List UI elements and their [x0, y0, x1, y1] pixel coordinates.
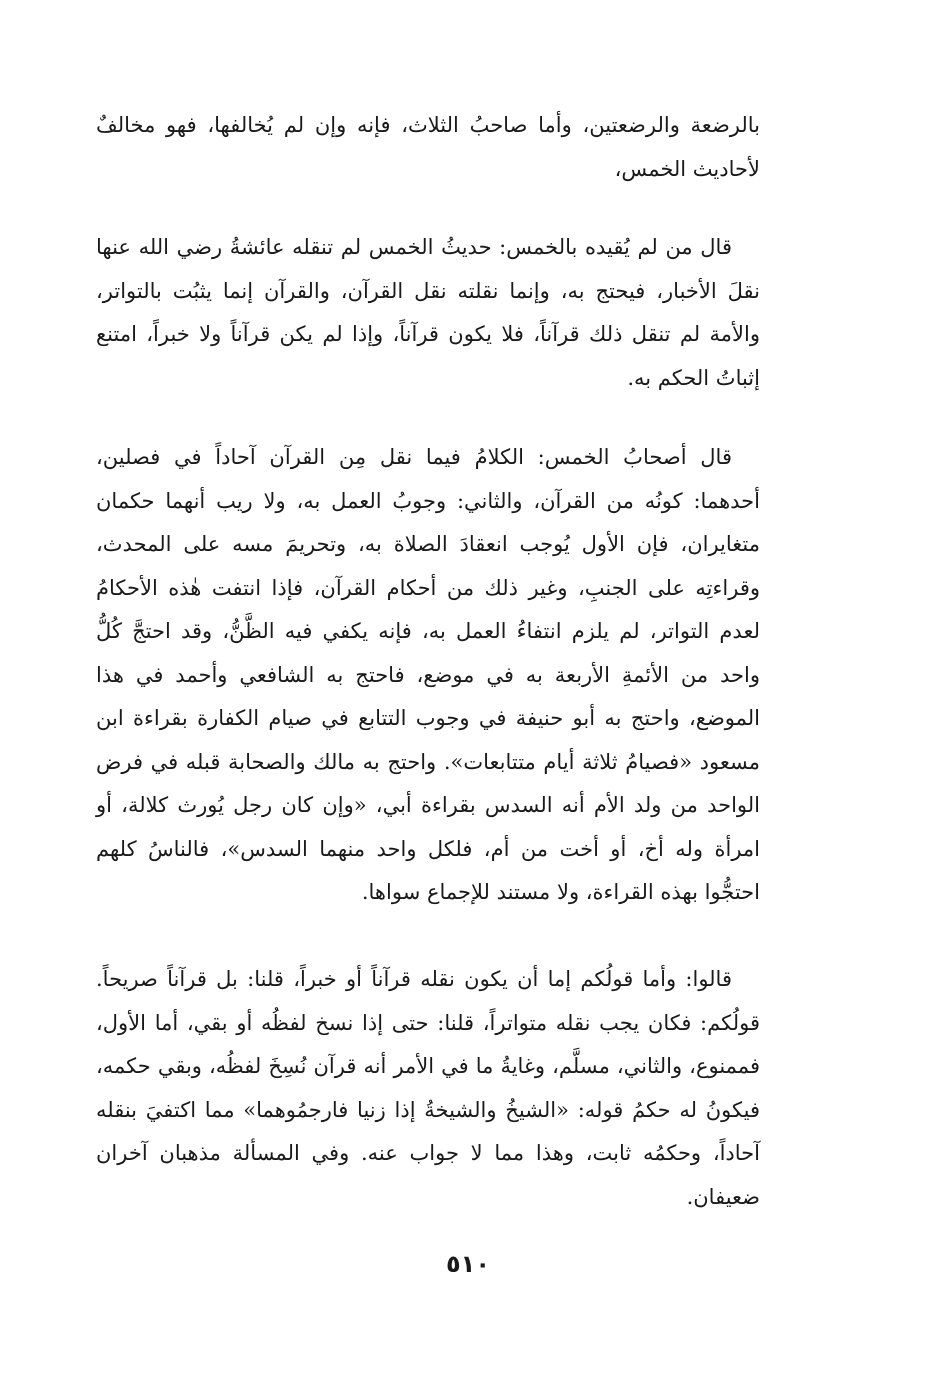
page-number: ٥١٠ [446, 1250, 490, 1278]
text-paragraph [96, 226, 760, 400]
text-paragraph [96, 436, 760, 915]
paragraph-continuation: بالرضعة والرضعتين، وأما صاحبُ الثلاث، فإنه وإن لم يُخالفها، فهو مخالفٌ لأحاديث الخمس، [96, 113, 760, 181]
text-paragraph [96, 958, 760, 1219]
paragraph-text: قالوا: وأما قولُكم إما أن يكون نقله قرآناً أو خبراً، قلنا: بل قرآناً صريحاً. قولُكم: فكان يجب نقله متواتراً، قلنا: حتى إذا نسخ لفظُه أو بقي، أما الأول، فممنوع، والثاني، مسلَّم، وغايةُ ما في الأمر أنه قرآن نُسِخَ لفظُه، وبقي حكمه، فيكونُ له حكمُ قوله: «الشيخُ والشيخةُ إذا زنيا فارجمُوهما» مما اكتفيَ بنقله آحاداً، وحكمُه ثابت، وهذا مما لا جواب عنه. وفي المسألة مذهبان آخران ضعيفان. [96, 967, 760, 1209]
text-paragraph [96, 104, 760, 191]
paragraph-text: قال من لم يُقيده بالخمس: حديثُ الخمس لم تنقله عائشةُ رضي الله عنها نقلَ الأخبار، فيحتج به، وإنما نقلته نقل القرآن، والقرآن إنما يثبُت بالتواتر، والأمة لم تنقل ذلك قرآناً، فلا يكون قرآناً، وإذا لم يكن قرآناً ولا خبراً، امتنع إثباتُ الحكم به. [96, 235, 760, 390]
paragraph-text: قال أصحابُ الخمس: الكلامُ فيما نقل مِن القرآن آحاداً في فصلين، أحدهما: كونُه من القرآن، والثاني: وجوبُ العمل به، ولا ريب أنهما حكمان متغايران، فإن الأول يُوجب انعقادَ الصلاة به، وتحريمَ مسه على المحدث، وقراءتِه على الجنبِ، وغير ذلك من أحكام القرآن، فإذا انتفت هٰذه الأحكامُ لعدم التواتر، لم يلزم انتفاءُ العمل به، فإنه يكفي فيه الظَّنُّ، وقد احتجَّ كُلُّ واحد من الأئمةِ الأربعة به في موضع، فاحتج به الشافعي وأحمد في هذا الموضع، واحتج به أبو حنيفة في وجوب التتابع في صيام الكفارة بقراءة ابن مسعود «فصيامُ ثلاثة أيام متتابعات». واحتج به مالك والصحابة قبله في فرض الواحد من ولد الأم أنه السدس بقراءة أبي، «وإن كان رجل يُورث كلالة، أو امرأة وله أخ، أو أخت من أم، فلكل واحد منهما السدس»، فالناسُ كلهم احتجُّوا بهذه القراءة، ولا مستند للإجماع سواها. [96, 445, 760, 904]
